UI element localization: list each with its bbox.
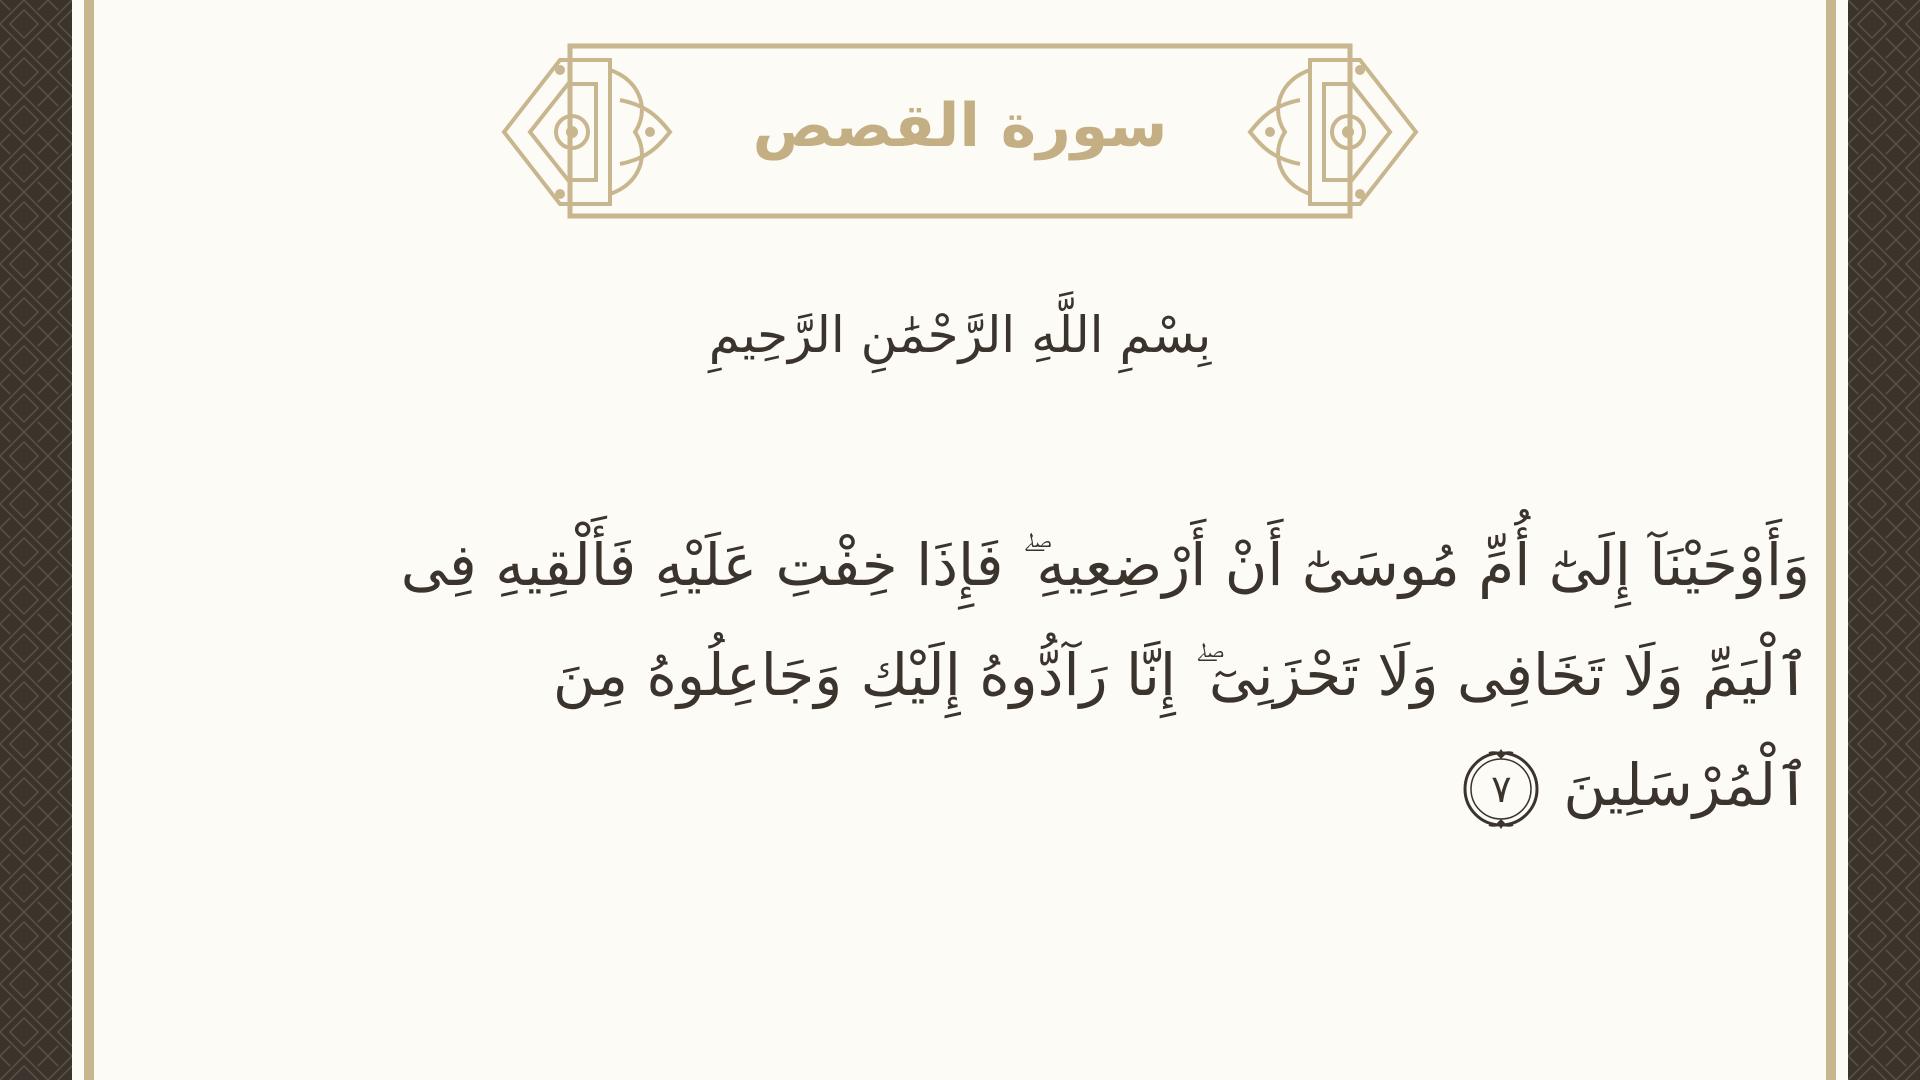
right-decorative-border bbox=[1848, 0, 1920, 1080]
verse-number: ٧ bbox=[1491, 766, 1512, 811]
verse-text: وَأَوْحَيْنَآ إِلَىٰٓ أُمِّ مُوسَىٰٓ أَنْ أَرْضِعِيهِ ۖ فَإِذَا خِفْتِ عَلَيْهِ فَأَلْقِيهِ فِى ٱلْيَمِّ وَلَا تَخَافِى وَلَا تَحْزَنِىٓ ۖ إِنَّا رَآدُّوهُ إِلَيْكِ وَجَاعِلُوهُ مِنَ ٱلْمُرْسَلِينَ bbox=[400, 531, 1810, 819]
left-decorative-border bbox=[0, 0, 72, 1080]
surah-title: سورة القصص bbox=[752, 91, 1168, 161]
surah-title-frame bbox=[500, 40, 1420, 230]
verse-end-marker bbox=[1459, 747, 1543, 831]
left-gold-rule bbox=[84, 0, 94, 1080]
verse-text-block bbox=[290, 510, 1810, 840]
basmala: بِسْمِ اللَّهِ الرَّحْمَٰنِ الرَّحِيمِ bbox=[708, 306, 1212, 364]
right-gold-rule bbox=[1826, 0, 1836, 1080]
